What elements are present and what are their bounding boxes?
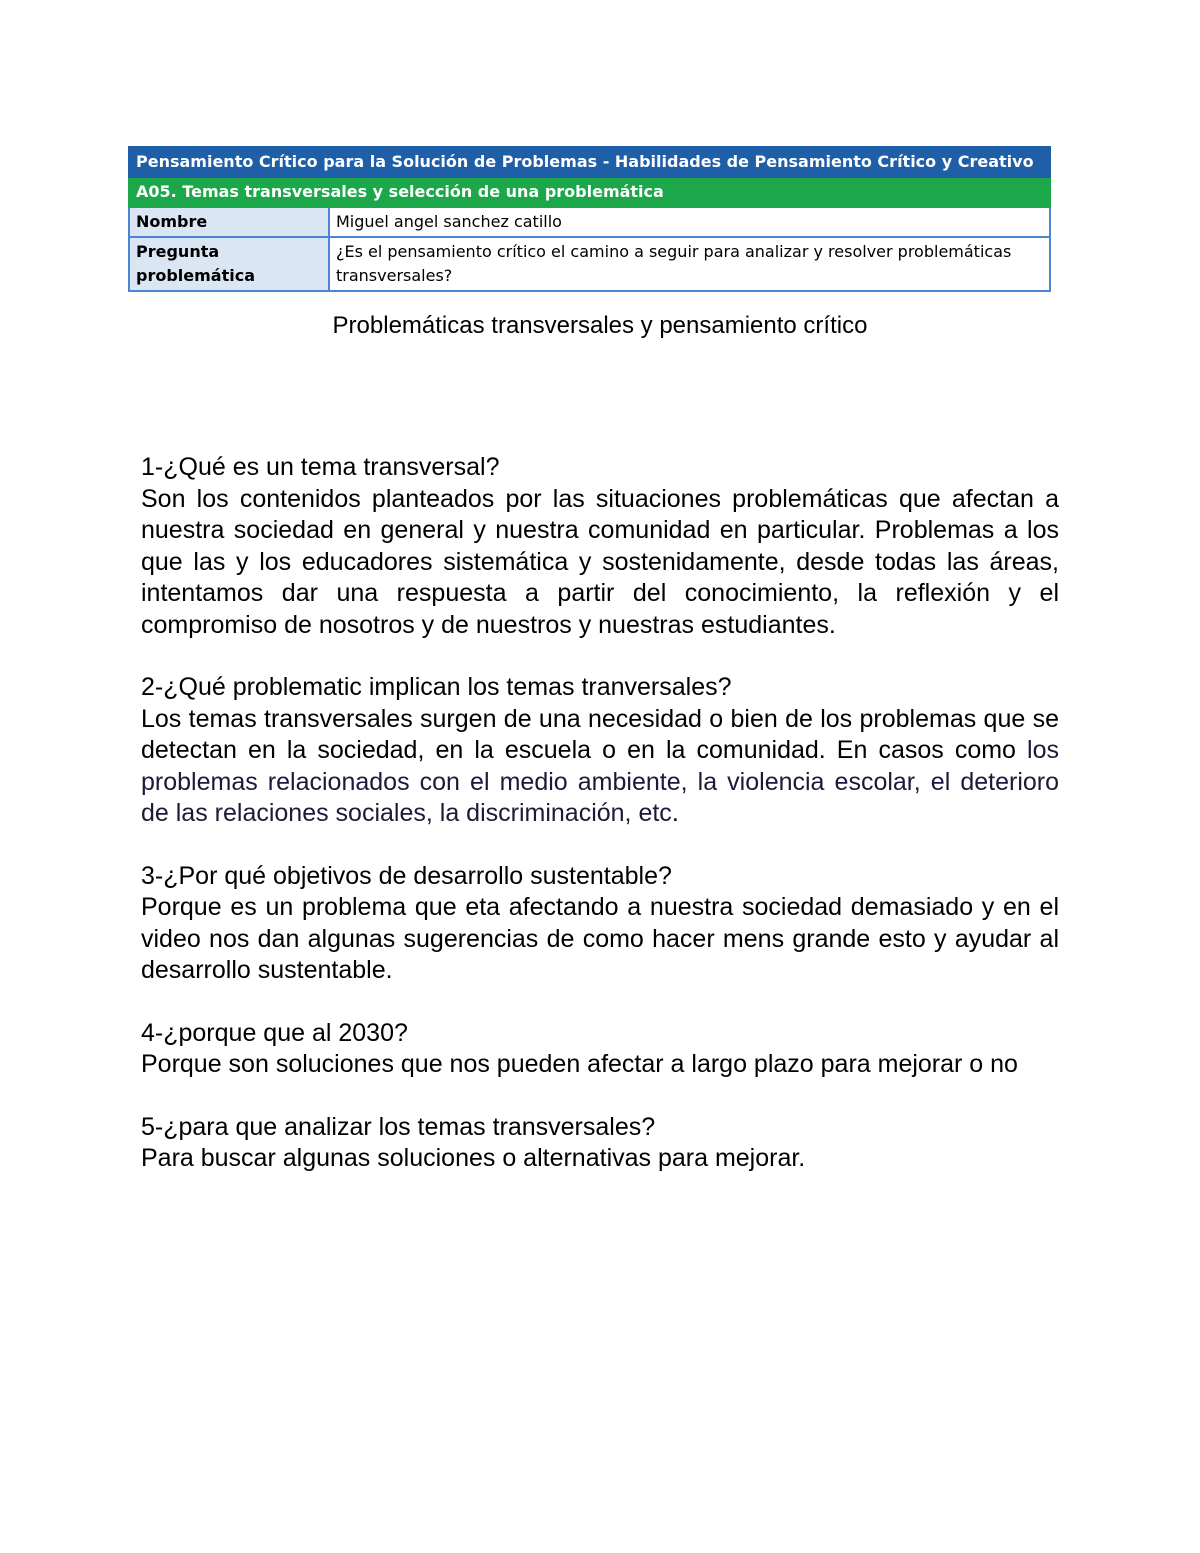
question-5: 5-¿para que analizar los temas transversales? <box>141 1112 656 1141</box>
answer-2 <box>141 704 1059 830</box>
question-1: 1-¿Qué es un tema transversal? <box>141 453 500 481</box>
qa-item-2 <box>141 672 1059 830</box>
qa-item-5 <box>141 1112 1059 1175</box>
course-title-row <box>129 147 1050 177</box>
qa-item-4 <box>141 1018 1059 1081</box>
name-value: Miguel angel sanchez catillo <box>329 207 1050 237</box>
answer-1: Son los contenidos planteados por las situaciones problemáticas que afectan a nuestra sociedad en general y nuestra comunidad en particular. Problemas a los que las y los educadores sistemática y sostenidamente, desde todas las áreas, intentamos dar una respuesta a partir del conocimiento, la reflexión y el compromiso de nosotros y de nuestros y nuestras estudiantes. <box>141 484 1059 639</box>
answer-5: Para buscar algunas soluciones o alternativas para mejorar. <box>141 1144 806 1172</box>
course-title: Pensamiento Crítico para la Solución de Problemas - Habilidades de Pensamiento Crítico y Creativo <box>129 147 1050 177</box>
answer-2-part1: Los temas transversales surgen de una necesidad o bien de los problemas que se detectan en la sociedad, en la escuela o en la comunidad. En casos como <box>141 704 1059 764</box>
answer-3: Porque es un problema que eta afectando a nuestra sociedad demasiado y en el video nos dan algunas sugerencias de como hacer mens grande esto y ayudar al desarrollo sustentable. <box>141 893 1059 984</box>
question-3: 3-¿Por qué objetivos de desarrollo sustentable? <box>141 861 672 890</box>
document-title: Problemáticas transversales y pensamiento crítico <box>332 312 868 339</box>
question-4: 4-¿porque que al 2030? <box>141 1018 408 1047</box>
header-table <box>128 146 1051 292</box>
question-value: ¿Es el pensamiento crítico el camino a seguir para analizar y resolver problemáticas transversales? <box>329 237 1050 291</box>
activity-title: A05. Temas transversales y selección de una problemática <box>129 177 1050 207</box>
activity-row <box>129 177 1050 207</box>
answer-2-part3: . <box>671 799 679 827</box>
question-row <box>129 237 1050 291</box>
qa-item-3 <box>141 861 1059 987</box>
name-row <box>129 207 1050 237</box>
question-label: Pregunta problemática <box>129 237 329 291</box>
qa-content <box>141 452 1059 1206</box>
qa-item-1 <box>141 452 1059 641</box>
question-2: 2-¿Qué problematic implican los temas tranversales? <box>141 673 732 701</box>
answer-2-part2: los problemas relacionados con el medio ambiente, la violencia escolar, el deterioro de las relaciones sociales, la discriminación, etc <box>141 736 1059 827</box>
name-label: Nombre <box>129 207 329 237</box>
answer-4: Porque son soluciones que nos pueden afectar a largo plazo para mejorar o no <box>141 1050 1018 1078</box>
